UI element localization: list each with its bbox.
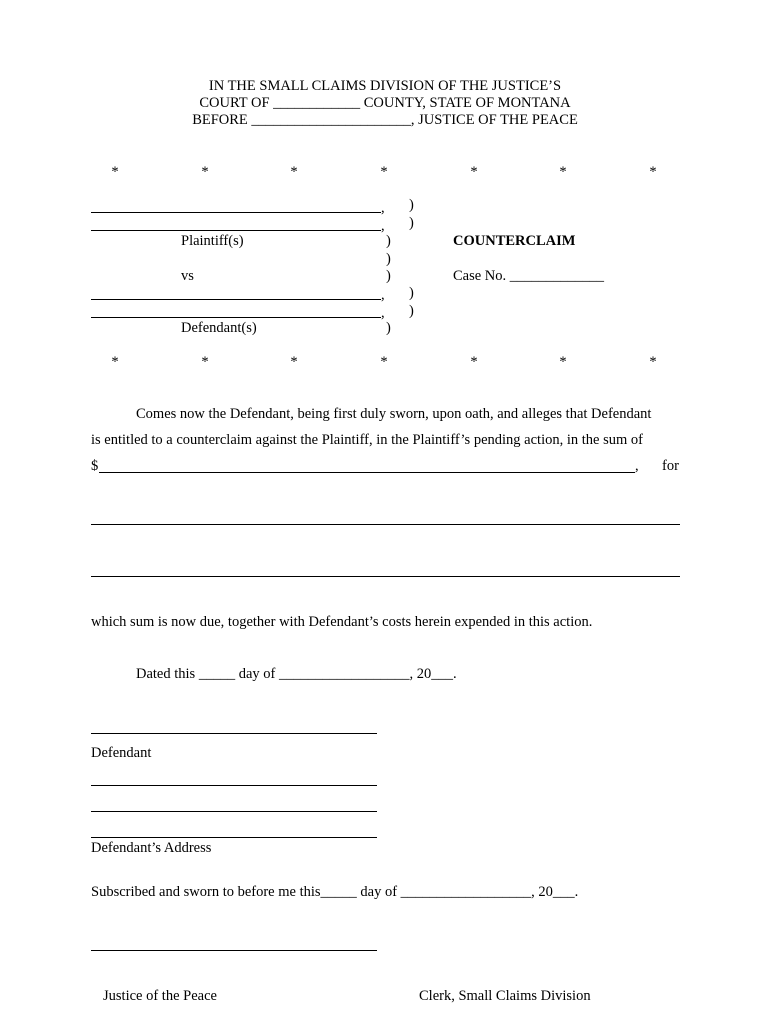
defendant-signature-line[interactable] (91, 733, 377, 734)
star: * (380, 354, 388, 370)
address-line-3[interactable] (91, 837, 377, 838)
comma: , (381, 305, 385, 321)
defendant-label: Defendant(s) (181, 320, 257, 336)
amount-field[interactable] (99, 472, 635, 473)
star: * (290, 164, 298, 180)
paren: ) (409, 215, 414, 231)
reason-line-1[interactable] (91, 524, 680, 525)
star: * (290, 354, 298, 370)
official-signature-line[interactable] (91, 950, 377, 951)
paren: ) (409, 303, 414, 319)
reason-line-2[interactable] (91, 576, 680, 577)
paren: ) (386, 251, 391, 267)
defendant-address-label: Defendant’s Address (91, 840, 212, 856)
comma: , (635, 458, 639, 474)
due-statement: which sum is now due, together with Defendant’s costs herein expended in this action. (91, 614, 593, 630)
for-word: for (662, 458, 679, 474)
clerk-label: Clerk, Small Claims Division (419, 988, 591, 1004)
header-line-3: BEFORE ______________________, JUSTICE OF THE PEACE (192, 112, 578, 128)
comma: , (381, 218, 385, 234)
case-number-field[interactable]: Case No. _____________ (453, 268, 605, 284)
plaintiff-name-line-1[interactable] (91, 212, 381, 213)
star: * (111, 354, 119, 370)
document-title: COUNTERCLAIM (453, 233, 576, 249)
star: * (559, 164, 567, 180)
star: * (649, 164, 657, 180)
plaintiff-label: Plaintiff(s) (181, 233, 244, 249)
vs-label: vs (181, 268, 194, 284)
body-paragraph-line-2: is entitled to a counterclaim against the Plaintiff, in the Plaintiff’s pending action, in the sum of (91, 432, 643, 448)
header-line-2: COURT OF ____________ COUNTY, STATE OF MONTANA (199, 95, 571, 111)
star: * (470, 354, 478, 370)
star: * (380, 164, 388, 180)
paren: ) (386, 268, 391, 284)
star: * (111, 164, 119, 180)
star: * (201, 354, 209, 370)
paren: ) (409, 197, 414, 213)
star: * (201, 164, 209, 180)
dollar-sign: $ (91, 458, 99, 474)
justice-of-peace-label: Justice of the Peace (103, 988, 217, 1004)
comma: , (381, 287, 385, 303)
sworn-statement[interactable]: Subscribed and sworn to before me this_____ day of __________________, 20___. (91, 884, 579, 900)
body-paragraph-line-1: Comes now the Defendant, being first duly sworn, upon oath, and alleges that Defendant (136, 406, 652, 422)
star: * (559, 354, 567, 370)
header-line-1: IN THE SMALL CLAIMS DIVISION OF THE JUSTICE’S (208, 78, 562, 94)
defendant-signature-label: Defendant (91, 745, 152, 761)
address-line-1[interactable] (91, 785, 377, 786)
address-line-2[interactable] (91, 811, 377, 812)
star: * (649, 354, 657, 370)
paren: ) (386, 320, 391, 336)
star: * (470, 164, 478, 180)
dated-line[interactable]: Dated this _____ day of __________________, 20___. (136, 666, 457, 682)
paren: ) (386, 233, 391, 249)
defendant-name-line-1[interactable] (91, 299, 381, 300)
plaintiff-name-line-2[interactable] (91, 230, 381, 231)
comma: , (381, 200, 385, 216)
defendant-name-line-2[interactable] (91, 317, 381, 318)
paren: ) (409, 285, 414, 301)
